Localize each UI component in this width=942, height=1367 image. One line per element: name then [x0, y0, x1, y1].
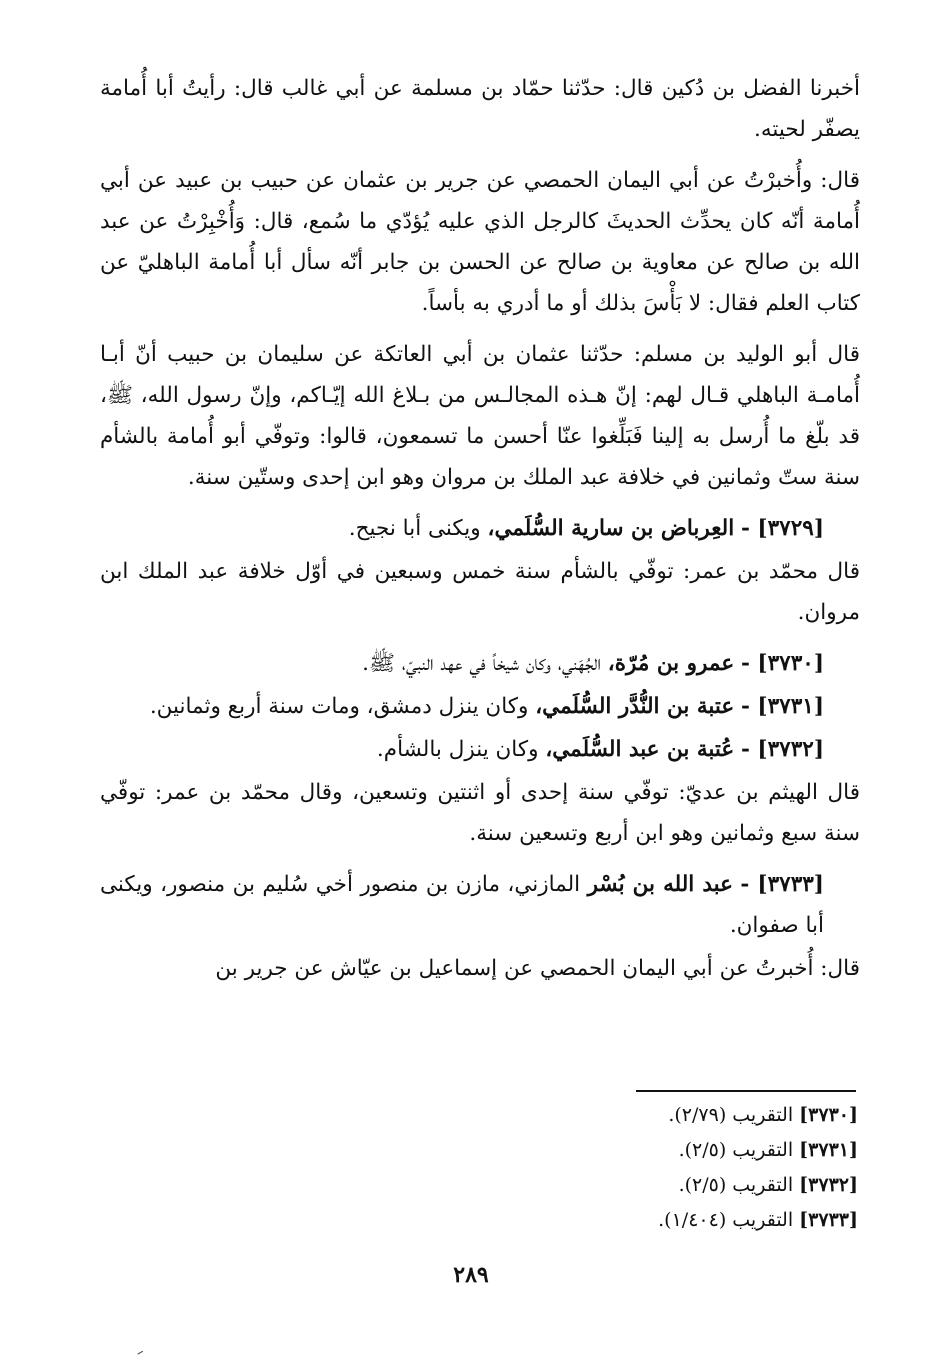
footnote-text: التقريب (٢/٧٩).	[668, 1104, 800, 1126]
page-body	[100, 68, 860, 999]
footnote-number: [٣٧٣٠]	[799, 1104, 858, 1126]
entry-number: [٣٧٣١] -	[741, 694, 824, 719]
entry-number: [٣٧٣٠] -	[741, 651, 824, 676]
footnote-text: التقريب (٢/٥).	[678, 1174, 800, 1196]
footnote-divider	[636, 1090, 856, 1092]
entry-text: المازني، مازن بن منصور أخي سُليم بن منصور، ويكنى أبا صفوان.	[100, 872, 824, 938]
paragraph-5: قال الهيثم بن عديّ: توفّي سنة إحدى أو اثنتين وتسعين، وقال محمّد بن عمر: توفّي سنة سبع وثمانين وهو ابن أربع وتسعين سنة.	[100, 780, 860, 846]
entry-text: وكان ينزل دمشق، ومات سنة أربع وثمانين.	[149, 694, 536, 719]
entry-name: العِرباض بن سارية السُّلَمي،	[487, 516, 735, 541]
entry-3732	[100, 729, 860, 770]
entry-number: [٣٧٢٩] -	[741, 516, 824, 541]
entry-3733	[100, 864, 860, 946]
paragraph-1: أخبرنا الفضل بن دُكين قال: حدّثنا حمّاد بن مسلمة عن أبي غالب قال: رأيتُ أبا أُمامة يصفّر لحيته.	[100, 76, 860, 142]
entry-name: عبد الله بن بُسْر	[587, 872, 733, 897]
entry-text: ويكنى أبا نجيح.	[348, 516, 488, 541]
footnote-text: التقريب (١/٤٠٤).	[658, 1209, 800, 1231]
entry-number: [٣٧٣٢] -	[741, 737, 824, 762]
entry-name: عمرو بن مُرّة،	[607, 651, 735, 676]
footnote-3733	[358, 1203, 858, 1238]
entry-text: الجُهَني، وكان شيخاً في عهد النبيّ، ﷺ.	[362, 651, 608, 676]
footnote-number: [٣٧٣٣]	[799, 1209, 858, 1231]
entry-name: عُتبة بن عبد السُّلَمي،	[545, 737, 735, 762]
entry-3731	[100, 686, 860, 727]
entry-text: وكان ينزل بالشأم.	[376, 737, 546, 762]
entry-3729	[100, 508, 860, 549]
entry-name: عتبة بن النُّدَّر السُّلَمي،	[535, 694, 735, 719]
paragraph-3: قال أبو الوليد بن مسلم: حدّثنا عثمان بن أبي العاتكة عن سليمان بن حبيب أنّ أبـا أُمامـة الباهلي قـال لهم: إنّ هـذه المجالـس من بـلاغ الله إيّـاكم، وإنّ رسول الله، ﷺ، قد بلّغ ما أُرسل به إلينا فَبَلِّغوا عنّا أحسن ما تسمعون، قالوا: وتوفّي أبو أُمامة بالشأم سنة ستّ وثمانين في خلافة عبد الملك بن مروان وهو ابن إحدى وستّين سنة.	[100, 342, 860, 490]
footnote-3731	[358, 1133, 858, 1168]
footnote-3730	[358, 1098, 858, 1133]
paragraph-4: قال محمّد بن عمر: توفّي بالشأم سنة خمس وسبعين في أوّل خلافة عبد الملك ابن مروان.	[100, 559, 860, 625]
entry-number: [٣٧٣٣] -	[740, 872, 824, 897]
paragraph-2: قال: وأُخبرْتُ عن أبي اليمان الحمصي عن جرير بن عثمان عن حبيب بن عبيد عن أبي أُمامة أنّه كان يحدِّث الحديثَ كالرجل الذي عليه يُؤدّي ما سُمع، قال: وَأُخْبِرْتُ عن عبد الله بن صالح عن معاوية بن صالح عن الحسن بن جابر أنّه سأل أبا أُمامة الباهليّ عن كتاب العلم فقال: لا بَأْسَ بذلك أو ما أدري به بأساً.	[100, 168, 860, 316]
footnote-number: [٣٧٣٢]	[799, 1174, 858, 1196]
footnote-text: التقريب (٢/٥).	[678, 1139, 800, 1161]
footnotes	[358, 1098, 858, 1238]
entry-3730	[100, 643, 860, 684]
footnote-3732	[358, 1168, 858, 1203]
footnote-number: [٣٧٣١]	[799, 1139, 858, 1161]
page-number: ٢٨٩	[453, 1262, 489, 1288]
scan-speck	[137, 1351, 144, 1357]
paragraph-6: قال: أُخبرتُ عن أبي اليمان الحمصي عن إسماعيل بن عيّاش عن جرير بن	[215, 956, 860, 981]
